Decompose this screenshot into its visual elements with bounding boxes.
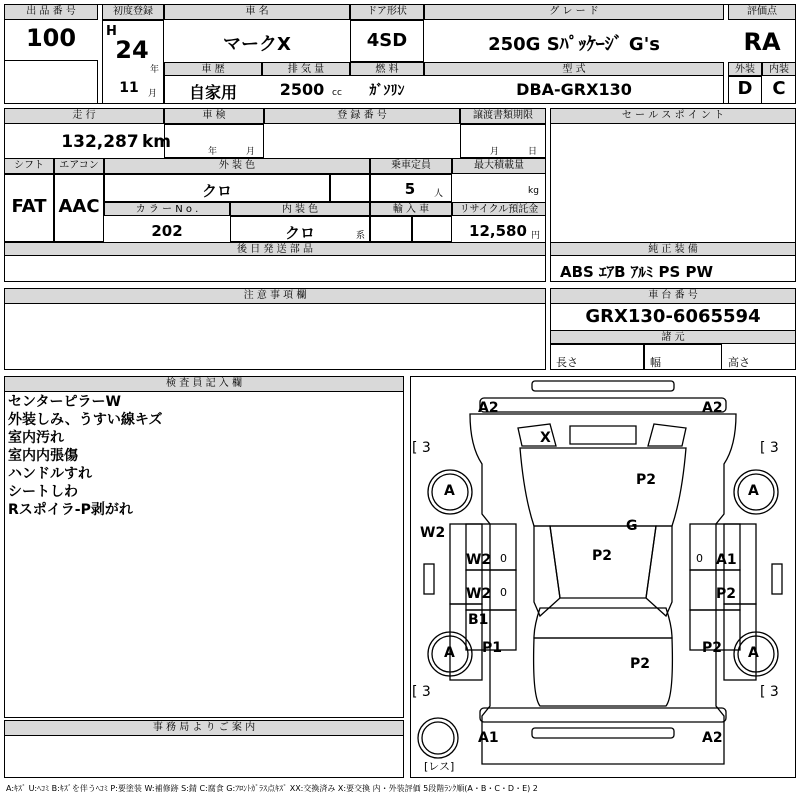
- inspector-label: 検 査 員 記 入 欄: [4, 376, 404, 392]
- inspection-year: 年: [208, 147, 218, 157]
- notes-label: 注 意 事 項 欄: [4, 288, 546, 304]
- chassis-label: 車 台 番 号: [550, 288, 796, 304]
- interior-value: C: [772, 78, 786, 99]
- import-label: 輸 入 車: [370, 202, 452, 216]
- damage-mark: B1: [468, 612, 489, 628]
- remark-line: ハンドルすれ: [8, 466, 92, 482]
- capacity-value: 5: [404, 180, 416, 198]
- shift-value: FAT: [11, 196, 47, 217]
- damage-mark: A: [748, 645, 759, 661]
- dimension-height-label: 高さ: [728, 356, 750, 369]
- interior-color-label: 内 装 色: [230, 202, 370, 216]
- damage-mark: W2: [466, 552, 492, 568]
- month-unit: 月: [148, 89, 158, 99]
- import-cell-2: [412, 216, 452, 242]
- damage-mark: A: [444, 645, 455, 661]
- remark-line: 室内内張傷: [8, 448, 78, 464]
- import-cell: [370, 216, 412, 242]
- era-letter: H: [106, 24, 117, 39]
- damage-mark: A1: [478, 730, 499, 746]
- damage-mark: A: [444, 483, 455, 499]
- remark-line: 室内汚れ: [8, 430, 64, 446]
- dimensions-label: 諸 元: [550, 330, 796, 344]
- chassis-value: GRX130-6065594: [585, 306, 761, 327]
- registration-number-label: 登 録 番 号: [264, 108, 460, 124]
- model-label: 型 式: [424, 62, 724, 76]
- exterior-color-label: 外 装 色: [104, 158, 370, 174]
- load-capacity-label: 最大積載量: [452, 158, 546, 174]
- score-value: RA: [743, 28, 781, 56]
- shift-label: シフト: [4, 158, 54, 174]
- displacement-label: 排 気 量: [262, 62, 350, 76]
- door-type-value: 4SD: [366, 30, 408, 51]
- grade-label: グ レ ー ド: [424, 4, 724, 20]
- history-value: 自家用: [188, 83, 237, 102]
- score-label: 評価点: [728, 4, 796, 20]
- year-unit: 年: [150, 65, 160, 75]
- damage-mark: 0: [500, 586, 507, 599]
- recycle-fee-value: 12,580: [469, 222, 527, 240]
- exterior-label: 外装: [728, 62, 762, 76]
- recycle-fee-unit: 円: [531, 231, 541, 241]
- remark-line: センターピラーW: [8, 394, 121, 410]
- interior-label: 内装: [762, 62, 796, 76]
- remark-line: 外装しみ、うすい線キズ: [8, 412, 163, 428]
- door-type-label: ドア形状: [350, 4, 424, 20]
- dimension-length-label: 長さ: [556, 356, 578, 369]
- exterior-value: D: [737, 78, 753, 99]
- office-label: 事 務 局 よ り ご 案 内: [4, 720, 404, 736]
- inspector-remarks: [8, 393, 163, 519]
- damage-mark: P2: [592, 548, 613, 564]
- transfer-day: 日: [528, 147, 538, 157]
- registration-month: 11: [119, 80, 139, 96]
- interior-color-unit: 系: [356, 231, 366, 241]
- load-capacity-unit: kg: [528, 186, 539, 196]
- mileage-value: 132,287: [61, 132, 139, 152]
- tread-mark: [ 3: [760, 684, 779, 700]
- equipment-label: 純 正 装 備: [550, 242, 796, 256]
- car-name-value: マークX: [223, 34, 291, 55]
- damage-mark: P2: [630, 656, 651, 672]
- dimension-width-label: 幅: [650, 356, 661, 369]
- damage-mark: G: [626, 518, 638, 534]
- legend-text: A:ｷｽﾞ U:ﾍｺﾐ B:ｷｽﾞを伴うﾍｺﾐ P:要塗装 W:補修跡 S:錆 C:腐食 G:ﾌﾛﾝﾄｶﾞﾗｽ点ｷｽﾞ XX:交換済み X:要交換 内・外装評価 5段階ﾗﾝｸ順(A・B・C・D・E) 2: [6, 784, 538, 793]
- exterior-color-value: クロ: [201, 182, 232, 200]
- damage-mark: 0: [500, 552, 507, 565]
- spare-tire-mark: [レス]: [424, 760, 455, 773]
- model-value: DBA-GRX130: [516, 80, 632, 99]
- damage-mark: P2: [716, 586, 737, 602]
- lot-number-value: 100: [25, 24, 77, 52]
- aircon-label: エアコン: [54, 158, 104, 174]
- registration-year: 24: [115, 36, 149, 64]
- damage-mark: P2: [636, 472, 657, 488]
- remark-line: シートしわ: [8, 484, 78, 500]
- damage-mark: 0: [696, 552, 703, 565]
- remark-line: Rスポイラ-P剥がれ: [8, 502, 133, 518]
- transfer-deadline-label: 譲渡書類期限: [460, 108, 546, 124]
- equipment-value: ABS ｴｱB ｱﾙﾐ PS PW: [560, 263, 714, 281]
- damage-mark: A1: [716, 552, 737, 568]
- aircon-value: AAC: [58, 196, 100, 217]
- lot-number-label: 出 品 番 号: [4, 4, 98, 20]
- tread-mark: [ 3: [412, 684, 431, 700]
- inspection-month: 月: [246, 147, 256, 157]
- exterior-color-code-cell: [330, 174, 370, 202]
- fuel-value: ｶﾞｿﾘﾝ: [369, 83, 405, 99]
- displacement-unit: cc: [332, 88, 342, 98]
- fuel-label: 燃 料: [350, 62, 424, 76]
- transfer-month: 月: [490, 147, 500, 157]
- damage-mark: X: [540, 430, 551, 446]
- interior-color-value: クロ: [284, 224, 315, 242]
- later-parts-label: 後 日 発 送 部 品: [4, 242, 546, 256]
- mileage-label: 走 行: [4, 108, 164, 124]
- car-diagram: [410, 376, 796, 778]
- mileage-unit: km: [142, 132, 172, 152]
- damage-mark: A2: [702, 400, 723, 416]
- damage-mark: W2: [466, 586, 492, 602]
- recycle-fee-label: リサイクル預託金: [452, 202, 546, 216]
- color-number-label: カ ラ ー N o .: [104, 202, 230, 216]
- damage-mark: W2: [420, 525, 446, 541]
- capacity-label: 乗車定員: [370, 158, 452, 174]
- car-name-label: 車 名: [164, 4, 350, 20]
- capacity-unit: 人: [434, 189, 444, 199]
- tread-mark: [ 3: [412, 440, 431, 456]
- first-registration-label: 初度登録: [102, 4, 164, 20]
- sales-point-label: セ ー ル ス ポ イ ン ト: [550, 108, 796, 124]
- grade-value: 250G Sﾊﾟｯｹｰｼﾞ G's: [488, 34, 660, 55]
- damage-mark: P2: [702, 640, 723, 656]
- lot-number-lower: [4, 60, 98, 104]
- damage-mark: P1: [482, 640, 503, 656]
- tread-mark: [ 3: [760, 440, 779, 456]
- displacement-value: 2500: [279, 80, 325, 99]
- inspection-label: 車 検: [164, 108, 264, 124]
- damage-mark: A: [748, 483, 759, 499]
- damage-mark: A2: [478, 400, 499, 416]
- color-number-value: 202: [151, 222, 183, 240]
- damage-mark: A2: [702, 730, 723, 746]
- history-label: 車 歴: [164, 62, 262, 76]
